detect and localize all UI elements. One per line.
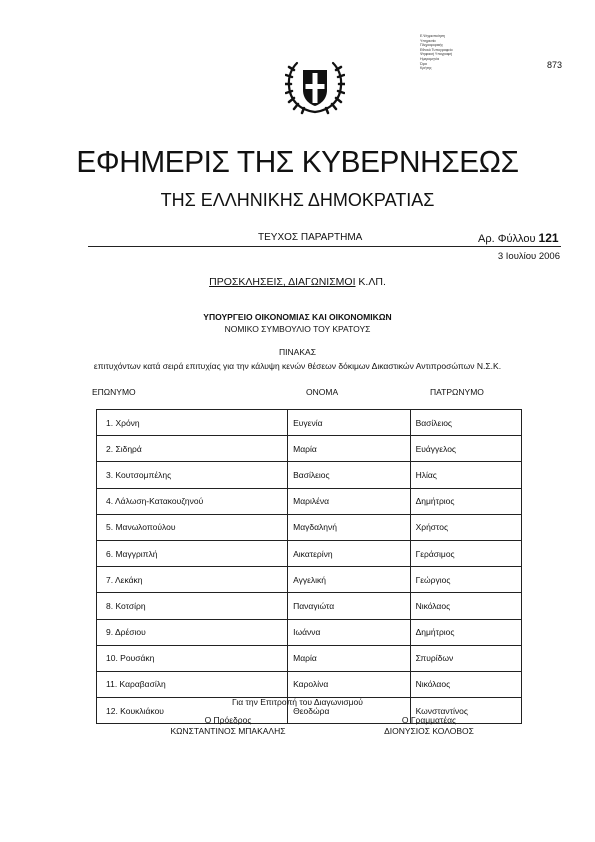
name-cell: Ιωάννα: [288, 619, 410, 645]
name-cell: Μαριλένα: [288, 488, 410, 514]
patronymic-cell: Ευάγγελος: [410, 436, 521, 462]
table-row: [97, 567, 522, 593]
stamp-line: Υπηρεσία: [420, 38, 436, 43]
table-row: [97, 436, 522, 462]
table-row: [97, 462, 522, 488]
section-heading: [0, 276, 595, 288]
column-header-name: ΟΝΟΜΑ: [306, 387, 339, 397]
patronymic-cell: Νικόλαος: [410, 671, 521, 697]
patronymic-cell: Δημήτριος: [410, 619, 521, 645]
secretary-signature: [364, 715, 494, 737]
name-cell: Καρολίνα: [288, 671, 410, 697]
section-heading-suffix: Κ.ΛΠ.: [355, 276, 386, 288]
patronymic-cell: Βασίλειος: [410, 410, 521, 436]
stamp-line: Ημερομηνία: [420, 56, 440, 61]
stamp-line: Κρήτης: [420, 66, 432, 71]
column-header-surname: ΕΠΩΝΥΜΟ: [92, 387, 136, 397]
secretary-role: Ο Γραμματέας: [401, 715, 457, 725]
patronymic-cell: Δημήτριος: [410, 488, 521, 514]
patronymic-cell: Κωνσταντίνος: [410, 698, 521, 724]
header-divider: [88, 246, 561, 247]
stamp-line: Εθνικό Τυπογραφείο: [420, 47, 453, 52]
committee-line: Για την Επιτροπή του Διαγωνισμού: [232, 697, 363, 707]
surname-cell: 7. Λεκάκη: [97, 567, 288, 593]
table-row: [97, 671, 522, 697]
table-row: [97, 540, 522, 566]
stamp-line: Ώρα: [420, 61, 427, 66]
table-row: [97, 593, 522, 619]
table-description: επιτυχόντων κατά σειρά επιτυχίας για την κάλυψη κενών θέσεων δόκιμων Δικαστικών Αντιπροσώπων Ν.Σ.Κ.: [93, 361, 502, 371]
table-row: [97, 514, 522, 540]
name-cell: Παναγιώτα: [288, 593, 410, 619]
patronymic-cell: Γεράσιμος: [410, 540, 521, 566]
digital-signature-stamp: [420, 34, 482, 71]
table-row: [97, 488, 522, 514]
president-signature: [160, 715, 296, 737]
name-cell: Μαρία: [288, 645, 410, 671]
patronymic-cell: Χρήστος: [410, 514, 521, 540]
name-cell: Μαρία: [288, 436, 410, 462]
patronymic-cell: Σπυρίδων: [410, 645, 521, 671]
stamp-line: Ε.Ψηφιοποίηση: [420, 34, 445, 38]
surname-cell: 6. Μαγγριπλή: [97, 540, 288, 566]
page-number: 873: [546, 60, 562, 70]
surname-cell: 5. Μανωλοπούλου: [97, 514, 288, 540]
council-name: ΝΟΜΙΚΟ ΣΥΜΒΟΥΛΙΟ ΤΟΥ ΚΡΑΤΟΥΣ: [224, 324, 371, 334]
table-row: [97, 410, 522, 436]
patronymic-cell: Γεώργιος: [410, 567, 521, 593]
candidates-table: [96, 409, 522, 724]
surname-cell: 4. Λάλωση-Κατακουζηνού: [97, 488, 288, 514]
surname-cell: 12. Κουκλιάκου: [97, 698, 288, 724]
president-name: ΚΩΝΣΤΑΝΤΙΝΟΣ ΜΠΑΚΑΛΗΣ: [170, 726, 286, 736]
patronymic-cell: Νικόλαος: [410, 593, 521, 619]
name-cell: Μαγδαληνή: [288, 514, 410, 540]
stamp-line: Ψηφιακή Υπογραφή: [420, 52, 453, 57]
name-cell: Ευγενία: [288, 410, 410, 436]
sheet-number-label: [478, 231, 559, 245]
surname-cell: 2. Σιδηρά: [97, 436, 288, 462]
issue-type: ΤΕΥΧΟΣ ΠΑΡΑΡΤΗΜΑ: [258, 232, 363, 243]
secretary-name: ΔΙΟΝΥΣΙΟΣ ΚΟΛΟΒΟΣ: [384, 726, 474, 736]
ministry-name: ΥΠΟΥΡΓΕΙΟ ΟΙΚΟΝΟΜΙΑΣ ΚΑΙ ΟΙΚΟΝΟΜΙΚΩΝ: [203, 312, 392, 322]
gazette-title: ΕΦΗΜΕΡΙΣ ΤΗΣ ΚΥΒΕΡΝΗΣΕΩΣ: [76, 144, 519, 179]
surname-cell: 3. Κουτσομπέλης: [97, 462, 288, 488]
surname-cell: 10. Ρουσάκη: [97, 645, 288, 671]
table-row: [97, 645, 522, 671]
name-cell: Αγγελική: [288, 567, 410, 593]
column-header-patronymic: ΠΑΤΡΩΝΥΜΟ: [430, 387, 484, 397]
surname-cell: 1. Χρόνη: [97, 410, 288, 436]
gazette-subtitle: ΤΗΣ ΕΛΛΗΝΙΚΗΣ ΔΗΜΟΚΡΑΤΙΑΣ: [160, 190, 435, 210]
name-cell: Αικατερίνη: [288, 540, 410, 566]
section-heading-main: ΠΡΟΣΚΛΗΣΕΙΣ, ΔΙΑΓΩΝΙΣΜΟΙ: [209, 276, 356, 288]
surname-cell: 8. Κοτσίρη: [97, 593, 288, 619]
issue-date: 3 Ιουλίου 2006: [497, 251, 560, 262]
name-cell: Βασίλειος: [288, 462, 410, 488]
sheet-number: 121: [538, 231, 559, 245]
table-row: [97, 619, 522, 645]
patronymic-cell: Ηλίας: [410, 462, 521, 488]
stamp-line: Πληροφορικής: [420, 43, 444, 48]
table-title: ΠΙΝΑΚΑΣ: [279, 347, 316, 357]
surname-cell: 9. Δρέσιου: [97, 619, 288, 645]
president-role: Ο Πρόεδρος: [204, 715, 252, 725]
name-cell: Θεοδώρα: [288, 698, 410, 724]
surname-cell: 11. Καραβασίλη: [97, 671, 288, 697]
coat-of-arms-icon: [285, 58, 345, 116]
sheet-label: Αρ. Φύλλου: [478, 233, 536, 245]
